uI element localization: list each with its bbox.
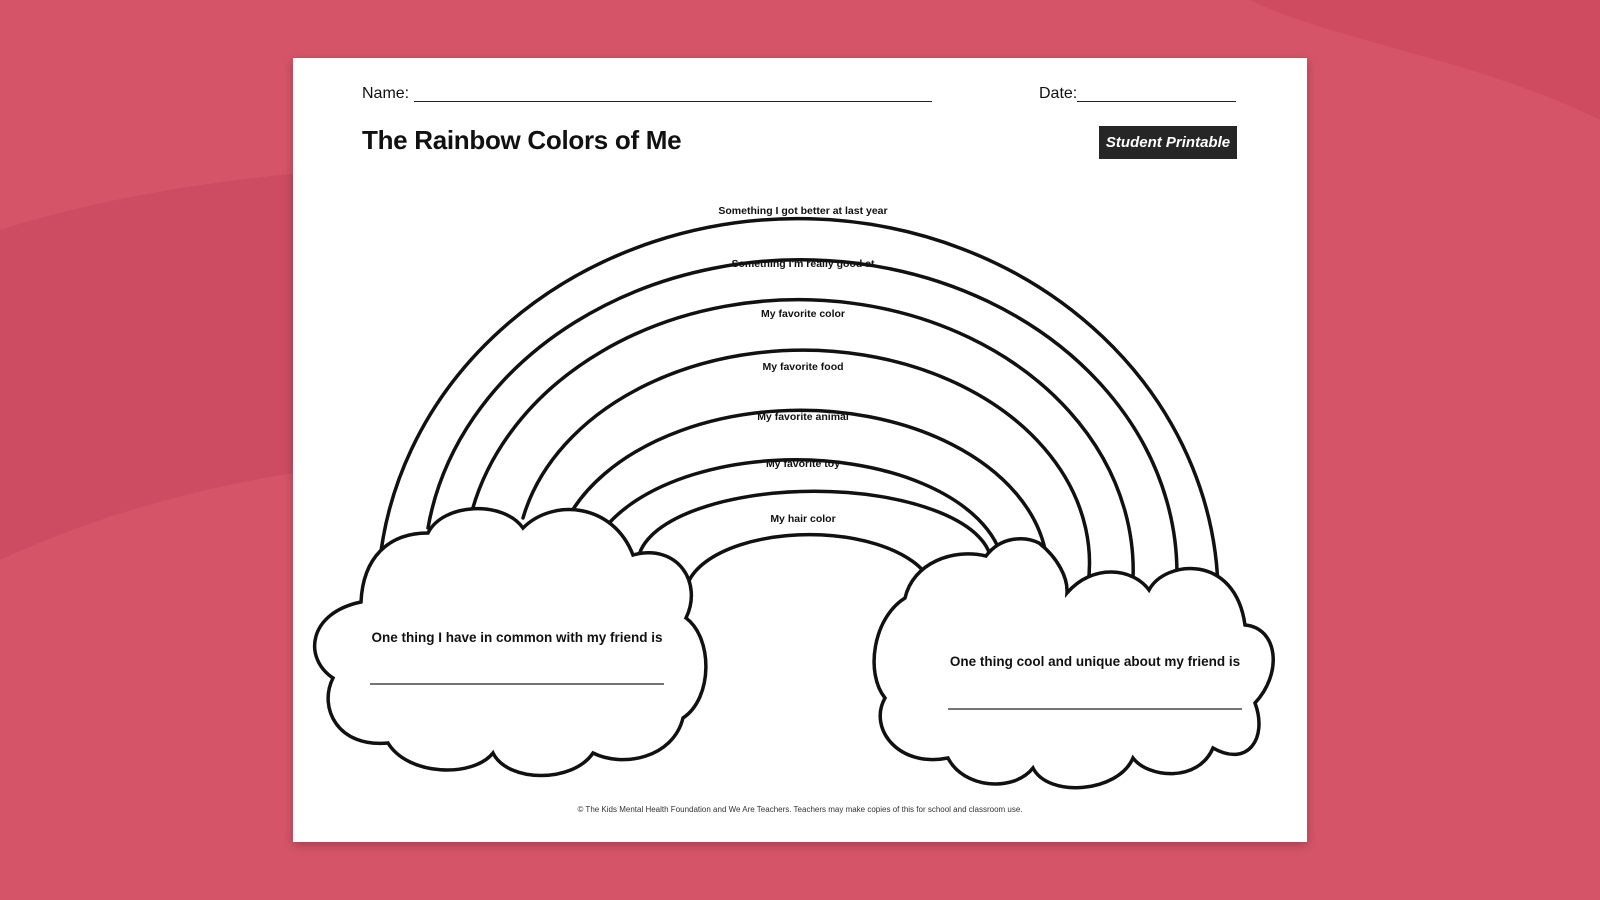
name-label: Name: xyxy=(362,85,410,102)
band-label-hair-color: My hair color xyxy=(770,513,836,525)
cloud-left-prompt: One thing I have in common with my friend is xyxy=(371,630,663,645)
band-label-better-at: Something I got better at last year xyxy=(718,205,888,217)
date-label: Date: xyxy=(1039,85,1078,102)
date-input-line[interactable] xyxy=(1077,101,1236,102)
rainbow-drawing xyxy=(293,58,1307,842)
band-label-favorite-color: My favorite color xyxy=(760,308,846,320)
name-input-line[interactable] xyxy=(414,101,932,102)
band-label-favorite-food: My favorite food xyxy=(762,361,844,373)
copyright-footer: © The Kids Mental Health Foundation and We Are Teachers. Teachers may make copies of this for school and classroom use. xyxy=(577,805,1023,814)
band-label-favorite-toy: My favorite toy xyxy=(765,458,841,470)
worksheet-title: The Rainbow Colors of Me xyxy=(362,125,682,155)
band-label-good-at: Something I'm really good at xyxy=(731,258,875,270)
student-printable-badge: Student Printable xyxy=(1099,126,1237,159)
rainbow-arc xyxy=(638,491,991,563)
rainbow-arc xyxy=(688,535,933,606)
cloud-right-prompt: One thing cool and unique about my friend is xyxy=(949,654,1241,669)
band-label-favorite-animal: My favorite animal xyxy=(757,411,849,423)
worksheet-sheet xyxy=(293,58,1307,842)
